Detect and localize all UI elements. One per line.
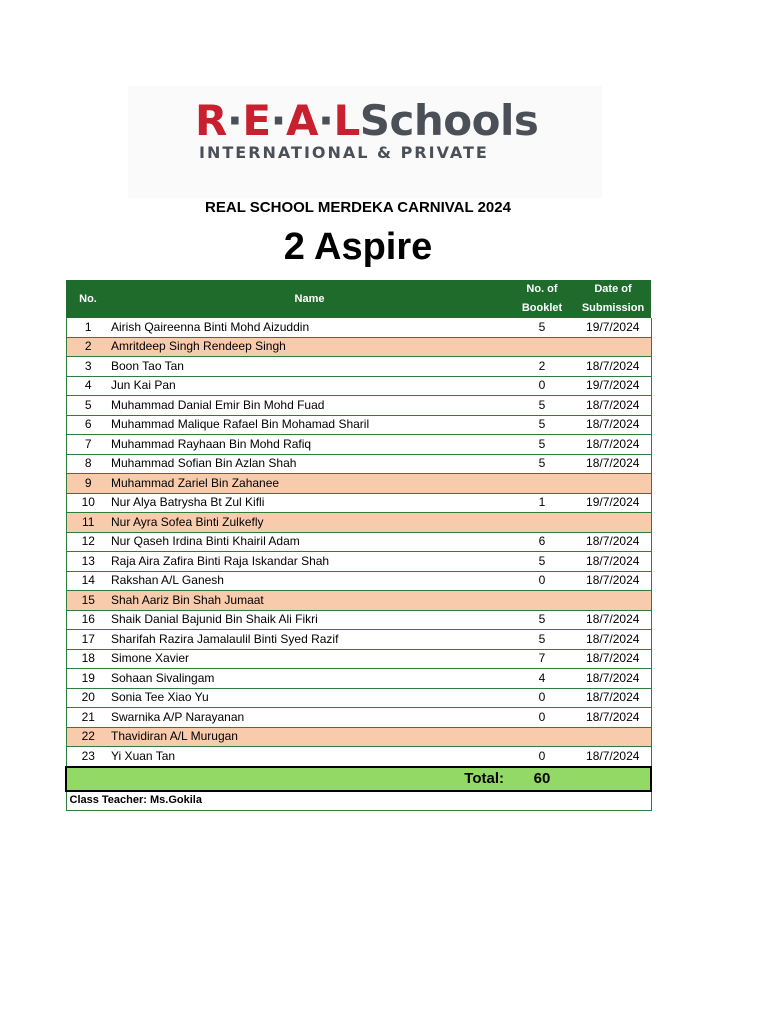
row-number: 4 bbox=[66, 376, 110, 396]
booklet-count bbox=[509, 591, 575, 611]
student-name: Muhammad Danial Emir Bin Mohd Fuad bbox=[110, 396, 509, 416]
submission-date: 18/7/2024 bbox=[575, 571, 651, 591]
student-name: Shah Aariz Bin Shah Jumaat bbox=[110, 591, 509, 611]
student-name: Boon Tao Tan bbox=[110, 357, 509, 377]
logo-dot: · bbox=[270, 96, 286, 145]
header-booklets-line1: No. of bbox=[526, 283, 558, 295]
table-row bbox=[66, 435, 651, 455]
booklet-count bbox=[509, 727, 575, 747]
submission-date: 18/7/2024 bbox=[575, 649, 651, 669]
header-date-line1: Date of bbox=[594, 283, 632, 295]
table-row bbox=[66, 474, 651, 494]
logo-dot: · bbox=[318, 96, 334, 145]
row-number: 2 bbox=[66, 337, 110, 357]
table-row bbox=[66, 669, 651, 689]
student-name: Jun Kai Pan bbox=[110, 376, 509, 396]
student-name: Shaik Danial Bajunid Bin Shaik Ali Fikri bbox=[110, 610, 509, 630]
table-row bbox=[66, 727, 651, 747]
booklet-count: 0 bbox=[509, 747, 575, 767]
booklet-count: 0 bbox=[509, 688, 575, 708]
row-number: 16 bbox=[66, 610, 110, 630]
header-date-line2: Submission bbox=[581, 302, 645, 314]
submission-date: 18/7/2024 bbox=[575, 630, 651, 650]
booklet-count: 4 bbox=[509, 669, 575, 689]
table-row bbox=[66, 493, 651, 513]
table-row bbox=[66, 337, 651, 357]
booklet-count: 6 bbox=[509, 532, 575, 552]
event-title: REAL SCHOOL MERDEKA CARNIVAL 2024 bbox=[205, 199, 511, 216]
booklet-count: 5 bbox=[509, 318, 575, 337]
student-name: Rakshan A/L Ganesh bbox=[110, 571, 509, 591]
student-name: Nur Ayra Sofea Binti Zulkefly bbox=[110, 513, 509, 533]
submission-date: 18/7/2024 bbox=[575, 396, 651, 416]
booklet-count: 0 bbox=[509, 571, 575, 591]
row-number: 11 bbox=[66, 513, 110, 533]
table-row bbox=[66, 630, 651, 650]
table-row bbox=[66, 396, 651, 416]
row-number: 20 bbox=[66, 688, 110, 708]
logo-letter-e: E bbox=[242, 96, 271, 145]
row-number: 9 bbox=[66, 474, 110, 494]
total-row bbox=[66, 767, 651, 791]
row-number: 22 bbox=[66, 727, 110, 747]
student-name: Sohaan Sivalingam bbox=[110, 669, 509, 689]
row-number: 15 bbox=[66, 591, 110, 611]
row-number: 10 bbox=[66, 493, 110, 513]
booklet-count: 5 bbox=[509, 630, 575, 650]
student-name: Muhammad Rayhaan Bin Mohd Rafiq bbox=[110, 435, 509, 455]
row-number: 18 bbox=[66, 649, 110, 669]
booklet-count bbox=[509, 513, 575, 533]
student-booklet-table bbox=[65, 280, 652, 811]
submission-date bbox=[575, 474, 651, 494]
table-row bbox=[66, 513, 651, 533]
submission-date: 18/7/2024 bbox=[575, 357, 651, 377]
table-row bbox=[66, 532, 651, 552]
row-number: 7 bbox=[66, 435, 110, 455]
booklet-count: 0 bbox=[509, 708, 575, 728]
booklet-count: 5 bbox=[509, 610, 575, 630]
submission-date: 18/7/2024 bbox=[575, 532, 651, 552]
logo-letter-l: L bbox=[333, 96, 360, 145]
row-number: 5 bbox=[66, 396, 110, 416]
student-name: Muhammad Zariel Bin Zahanee bbox=[110, 474, 509, 494]
booklet-count: 5 bbox=[509, 415, 575, 435]
submission-date: 18/7/2024 bbox=[575, 708, 651, 728]
table-row bbox=[66, 552, 651, 572]
student-name: Sharifah Razira Jamalaulil Binti Syed Razif bbox=[110, 630, 509, 650]
booklet-count: 2 bbox=[509, 357, 575, 377]
logo-schools-word: Schools bbox=[359, 96, 539, 145]
logo-tagline: INTERNATIONAL & PRIVATE bbox=[199, 143, 489, 162]
student-name: Sonia Tee Xiao Yu bbox=[110, 688, 509, 708]
logo-letter-r: R bbox=[195, 96, 227, 145]
booklet-count: 5 bbox=[509, 435, 575, 455]
booklet-count: 0 bbox=[509, 376, 575, 396]
header-no: No. bbox=[66, 280, 110, 318]
student-name: Muhammad Malique Rafael Bin Mohamad Sharil bbox=[110, 415, 509, 435]
row-number: 6 bbox=[66, 415, 110, 435]
class-title: 2 Aspire bbox=[283, 226, 433, 268]
row-number: 21 bbox=[66, 708, 110, 728]
student-name: Nur Alya Batrysha Bt Zul Kifli bbox=[110, 493, 509, 513]
total-label: Total: bbox=[110, 767, 509, 791]
table-row bbox=[66, 747, 651, 767]
table-row bbox=[66, 376, 651, 396]
submission-date: 18/7/2024 bbox=[575, 552, 651, 572]
row-number: 19 bbox=[66, 669, 110, 689]
row-number: 13 bbox=[66, 552, 110, 572]
student-name: Yi Xuan Tan bbox=[110, 747, 509, 767]
student-name: Swarnika A/P Narayanan bbox=[110, 708, 509, 728]
header-date bbox=[575, 280, 651, 318]
table-header-row bbox=[66, 280, 651, 318]
booklet-count: 7 bbox=[509, 649, 575, 669]
table-row bbox=[66, 318, 651, 337]
student-name: Raja Aira Zafira Binti Raja Iskandar Shah bbox=[110, 552, 509, 572]
table-row bbox=[66, 571, 651, 591]
submission-date bbox=[575, 513, 651, 533]
booklet-count bbox=[509, 337, 575, 357]
row-number: 23 bbox=[66, 747, 110, 767]
table-row bbox=[66, 688, 651, 708]
row-number: 8 bbox=[66, 454, 110, 474]
student-name: Airish Qaireenna Binti Mohd Aizuddin bbox=[110, 318, 509, 337]
table-body bbox=[66, 318, 651, 767]
row-number: 14 bbox=[66, 571, 110, 591]
total-spacer bbox=[66, 767, 110, 791]
student-name: Simone Xavier bbox=[110, 649, 509, 669]
submission-date bbox=[575, 591, 651, 611]
booklet-count bbox=[509, 474, 575, 494]
submission-date: 18/7/2024 bbox=[575, 669, 651, 689]
student-name: Thavidiran A/L Murugan bbox=[110, 727, 509, 747]
class-teacher: Class Teacher: Ms.Gokila bbox=[66, 791, 651, 811]
total-spacer bbox=[575, 767, 651, 791]
table-row bbox=[66, 610, 651, 630]
teacher-row bbox=[66, 791, 651, 811]
submission-date: 18/7/2024 bbox=[575, 747, 651, 767]
booklet-count: 1 bbox=[509, 493, 575, 513]
submission-date: 18/7/2024 bbox=[575, 435, 651, 455]
booklet-count: 5 bbox=[509, 454, 575, 474]
submission-date: 18/7/2024 bbox=[575, 688, 651, 708]
row-number: 12 bbox=[66, 532, 110, 552]
student-name: Muhammad Sofian Bin Azlan Shah bbox=[110, 454, 509, 474]
submission-date: 19/7/2024 bbox=[575, 318, 651, 337]
booklet-count: 5 bbox=[509, 396, 575, 416]
table-row bbox=[66, 415, 651, 435]
student-name: Amritdeep Singh Rendeep Singh bbox=[110, 337, 509, 357]
total-value: 60 bbox=[509, 767, 575, 791]
logo-wordmark bbox=[195, 96, 538, 145]
header-name: Name bbox=[110, 280, 509, 318]
submission-date bbox=[575, 727, 651, 747]
table-row bbox=[66, 591, 651, 611]
table-row bbox=[66, 649, 651, 669]
table-row bbox=[66, 357, 651, 377]
submission-date: 18/7/2024 bbox=[575, 610, 651, 630]
submission-date: 18/7/2024 bbox=[575, 415, 651, 435]
submission-date: 18/7/2024 bbox=[575, 454, 651, 474]
submission-date: 19/7/2024 bbox=[575, 376, 651, 396]
submission-date: 19/7/2024 bbox=[575, 493, 651, 513]
table-row bbox=[66, 708, 651, 728]
header-booklets-line2: Booklet bbox=[521, 302, 563, 314]
row-number: 3 bbox=[66, 357, 110, 377]
logo-letter-a: A bbox=[285, 96, 318, 145]
row-number: 1 bbox=[66, 318, 110, 337]
booklet-count: 5 bbox=[509, 552, 575, 572]
table-row bbox=[66, 454, 651, 474]
header-booklets bbox=[509, 280, 575, 318]
row-number: 17 bbox=[66, 630, 110, 650]
submission-date bbox=[575, 337, 651, 357]
student-name: Nur Qaseh Irdina Binti Khairil Adam bbox=[110, 532, 509, 552]
logo-dot: · bbox=[226, 96, 243, 145]
